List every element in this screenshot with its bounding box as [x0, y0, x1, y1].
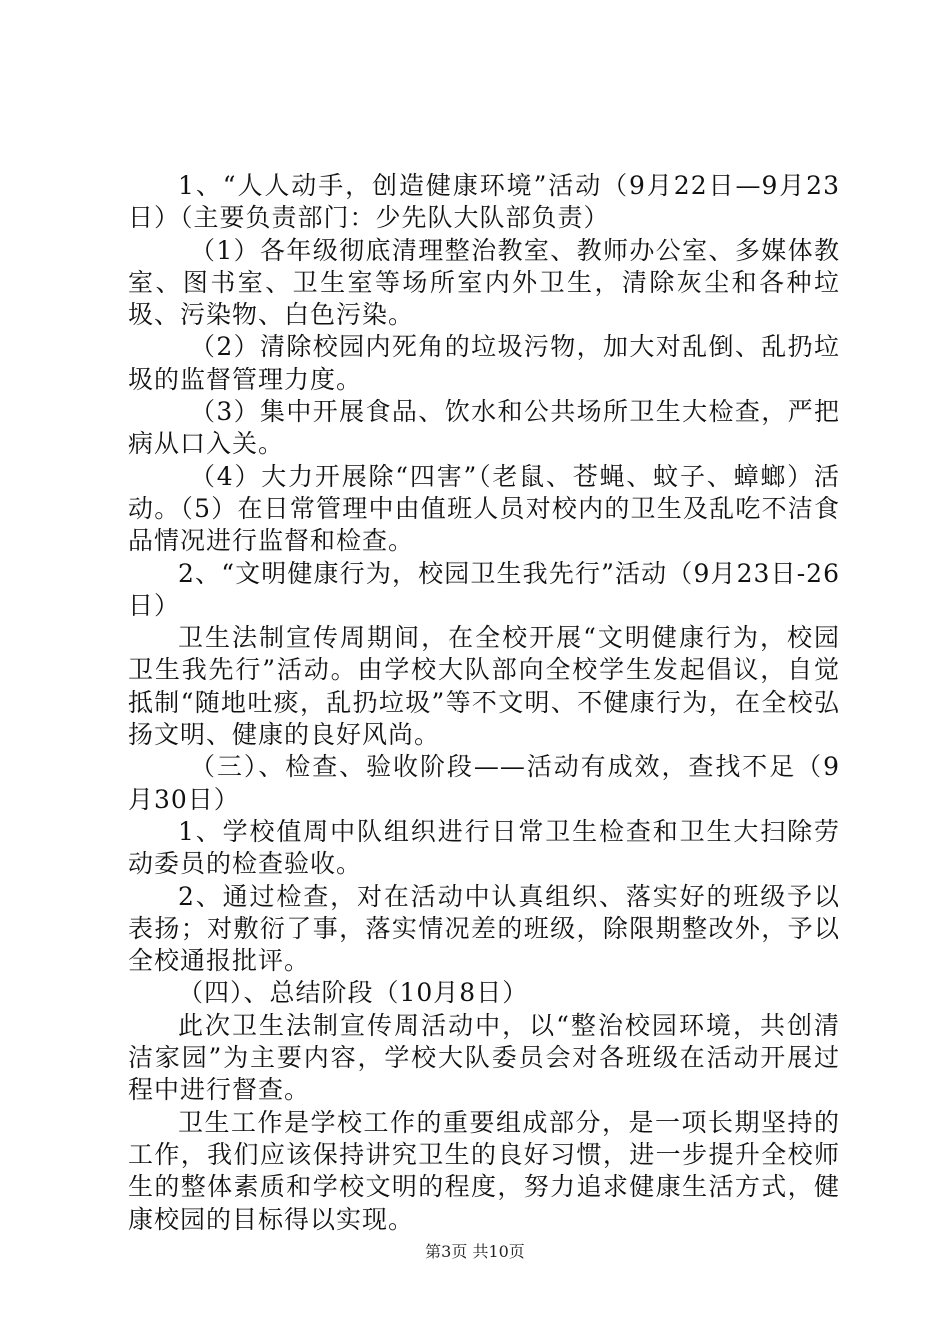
paragraph-item-2: （2）清除校园内死角的垃圾污物，加大对乱倒、乱扔垃圾的监督管理力度。	[128, 332, 840, 394]
paragraph-section-3-item-2: 2、通过检查，对在活动中认真组织、落实好的班级予以表扬；对敷衍了事，落实情况差的班级，除限期整改外，予以全校通报批评。	[128, 881, 840, 976]
paragraph-item-4-5: （4）大力开展除“四害”（老鼠、苍蝇、蚊子、蟑螂）活动。（5）在日常管理中由值班人员对校内的卫生及乱吃不洁食品情况进行监督和检查。	[128, 461, 840, 556]
paragraph-item-1: （1）各年级彻底清理整治教室、教师办公室、多媒体教室、图书室、卫生室等场所室内外卫生，清除灰尘和各种垃圾、污染物、白色污染。	[128, 235, 840, 330]
paragraph-item-3: （3）集中开展食品、饮水和公共场所卫生大检查，严把病从口入关。	[128, 397, 840, 459]
paragraph-section-3-item-1: 1、学校值周中队组织进行日常卫生检查和卫生大扫除劳动委员的检查验收。	[128, 816, 840, 879]
paragraph-activity-2-heading: 2、“文明健康行为，校园卫生我先行”活动（9月23日-26日）	[128, 558, 840, 620]
paragraph-section-4-heading: （四）、总结阶段（10月8日）	[178, 978, 529, 1008]
document-body	[128, 170, 840, 1236]
paragraph-activity-2-body: 卫生法制宣传周期间，在全校开展“文明健康行为，校园卫生我先行”活动。由学校大队部向全校学生发起倡议，自觉抵制“随地吐痰，乱扔垃圾”等不文明、不健康行为，在全校弘扬文明、健康的良好风尚。	[128, 623, 840, 750]
page-number-footer: 第3页 共10页	[425, 1242, 525, 1261]
paragraph-summary: 此次卫生法制宣传周活动中，以“整治校园环境，共创清洁家园”为主要内容，学校大队委员会对各班级在活动开展过程中进行督查。	[128, 1010, 840, 1105]
paragraph-section-3-heading: （三）、检查、验收阶段——活动有成效，查找不足（9月30日）	[128, 752, 840, 814]
paragraph-conclusion: 卫生工作是学校工作的重要组成部分，是一项长期坚持的工作，我们应该保持讲究卫生的良好习惯，进一步提升全校师生的整体素质和学校文明的程度，努力追求健康生活方式，健康校园的目标得以实现。	[128, 1107, 840, 1234]
paragraph-activity-1-heading: 1、“人人动手，创造健康环境”活动（9月22日—9月23日）（主要负责部门：少先队大队部负责）	[128, 171, 840, 233]
